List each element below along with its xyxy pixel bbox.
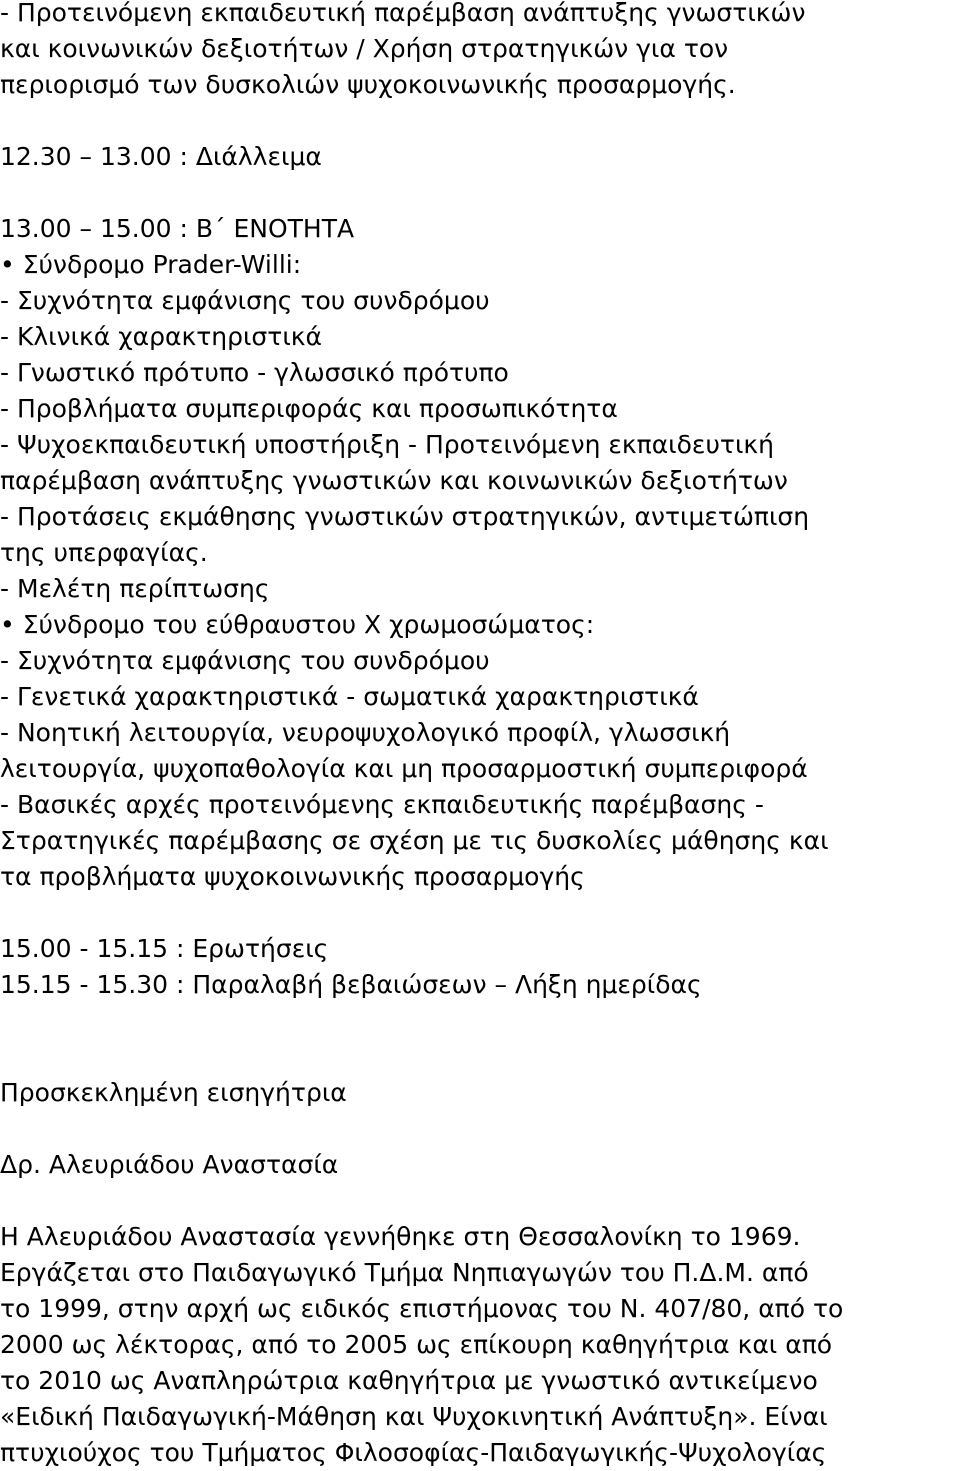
spacer — [0, 103, 960, 139]
speaker-label: Προσκεκλημένη εισηγήτρια — [0, 1078, 347, 1107]
list-item: - Μελέτη περίπτωσης — [0, 574, 270, 603]
list-item: της υπερφαγίας. — [0, 538, 208, 567]
list-item: - Συχνότητα εμφάνισης του συνδρόμου — [0, 286, 490, 315]
program-line: περιορισμό των δυσκολιών ψυχοκοινωνικής προσαρμογής. — [0, 70, 736, 99]
bio-line: πτυχιούχος του Τμήματος Φιλοσοφίας-Παιδαγωγικής-Ψυχολογίας — [0, 1438, 827, 1467]
bullet-label: Σύνδρομο Prader-Willi: — [22, 250, 302, 279]
bullet-prader-willi — [0, 247, 960, 283]
list-item: - Γενετικά χαρακτηριστικά - σωματικά χαρακτηριστικά — [0, 682, 699, 711]
list-item: λειτουργία, ψυχοπαθολογία και μη προσαρμοστική συμπεριφορά — [0, 754, 808, 783]
list-item: - Γνωστικό πρότυπο - γλωσσικό πρότυπο — [0, 358, 509, 387]
bullet-label: Σύνδρομο του εύθραυστου Χ χρωμοσώματος: — [22, 610, 595, 639]
bio-line: το 1999, στην αρχή ως ειδικός επιστήμονας του Ν. 407/80, από το — [0, 1294, 844, 1323]
list-item: Στρατηγικές παρέμβασης σε σχέση με τις δυσκολίες μάθησης και — [0, 826, 829, 855]
list-item: - Κλινικά χαρακτηριστικά — [0, 322, 322, 351]
list-item: - Νοητική λειτουργία, νευροψυχολογικό προφίλ, γλωσσική — [0, 718, 731, 747]
program-line: - Προτεινόμενη εκπαιδευτική παρέμβαση ανάπτυξης γνωστικών — [0, 0, 806, 27]
bio-line: «Ειδική Παιδαγωγική-Μάθηση και Ψυχοκινητική Ανάπτυξη». Είναι — [0, 1402, 828, 1431]
bio-line: το 2010 ως Αναπληρώτρια καθηγήτρια με γνωστικό αντικείμενο — [0, 1366, 818, 1395]
bio-line: Η Αλευριάδου Αναστασία γεννήθηκε στη Θεσσαλονίκη το 1969. — [0, 1222, 801, 1251]
spacer — [0, 1111, 960, 1147]
spacer — [0, 175, 960, 211]
spacer — [0, 895, 960, 931]
speaker-name: Δρ. Αλευριάδου Αναστασία — [0, 1150, 339, 1179]
bullet-icon: • — [0, 610, 15, 639]
list-item: - Προβλήματα συμπεριφοράς και προσωπικότητα — [0, 394, 618, 423]
list-item: τα προβλήματα ψυχοκοινωνικής προσαρμογής — [0, 862, 585, 891]
spacer — [0, 1003, 960, 1075]
list-item: παρέμβαση ανάπτυξης γνωστικών και κοινωνικών δεξιοτήτων — [0, 466, 788, 495]
list-item: - Ψυχοεκπαιδευτική υποστήριξη - Προτεινόμενη εκπαιδευτική — [0, 430, 774, 459]
bullet-fragile-x — [0, 607, 960, 643]
spacer — [0, 1183, 960, 1219]
closing-line: 15.00 - 15.15 : Ερωτήσεις — [0, 934, 329, 963]
program-line: και κοινωνικών δεξιοτήτων / Χρήση στρατηγικών για τον — [0, 34, 729, 63]
bio-line: Εργάζεται στο Παιδαγωγικό Τμήμα Νηπιαγωγών του Π.Δ.Μ. από — [0, 1258, 809, 1287]
list-item: - Προτάσεις εκμάθησης γνωστικών στρατηγικών, αντιμετώπιση — [0, 502, 810, 531]
list-item: - Συχνότητα εμφάνισης του συνδρόμου — [0, 646, 490, 675]
closing-line: 15.15 - 15.30 : Παραλαβή βεβαιώσεων – Λήξη ημερίδας — [0, 970, 702, 999]
list-item: - Βασικές αρχές προτεινόμενης εκπαιδευτικής παρέμβασης - — [0, 790, 764, 819]
bullet-icon: • — [0, 250, 15, 279]
bio-line: 2000 ως λέκτορας, από το 2005 ως επίκουρη καθηγήτρια και από — [0, 1330, 833, 1359]
break-slot: 12.30 – 13.00 : Διάλλειμα — [0, 142, 322, 171]
section-b-heading: 13.00 – 15.00 : Β΄ ΕΝΟΤΗΤΑ — [0, 214, 355, 243]
